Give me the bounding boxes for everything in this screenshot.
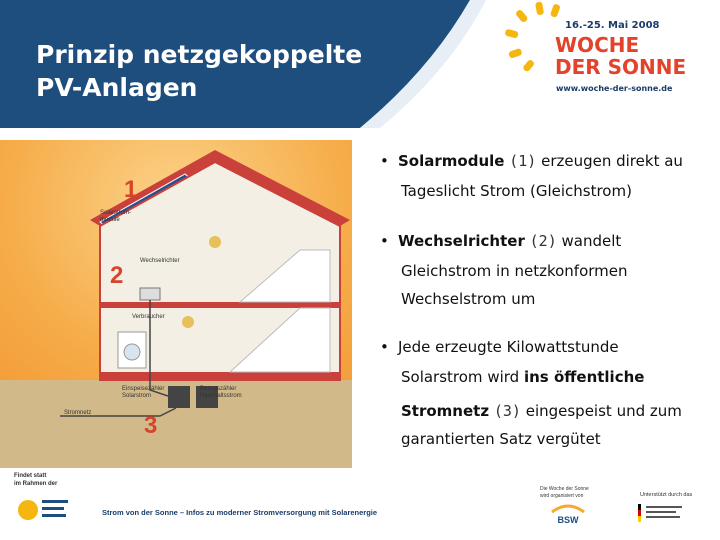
footer-left-line-2: im Rahmen der — [14, 481, 58, 487]
federal-ministry-logo-icon — [638, 502, 688, 526]
bullet-continuation — [401, 402, 682, 420]
floor-slab — [100, 302, 340, 308]
label-wechselrichter: Wechselrichter — [140, 258, 180, 264]
title-line-1: Prinzip netzgekoppelte — [36, 40, 363, 69]
bullet-item — [380, 152, 720, 170]
bsw-logo-icon — [548, 500, 588, 526]
bullet-dot-icon: • — [380, 152, 389, 170]
label-solarmodule: Solarstrom-module — [100, 210, 132, 223]
callout-3: 3 — [144, 412, 158, 439]
footer-organizer — [14, 472, 57, 488]
bullet-text: Jede erzeugte Kilowattstunde — [398, 338, 619, 356]
callout-1: 1 — [124, 176, 138, 203]
title-line-2: PV-Anlagen — [36, 73, 198, 102]
label-bezugszaehler: Bezugszähler Haushaltsstrom — [200, 386, 242, 399]
ground-slab — [100, 372, 340, 380]
footer-bmu-text: Unterstützt durch das — [640, 492, 693, 498]
bullet-number: (1) — [509, 152, 537, 170]
footer-bsw-line-1: Die Woche der Sonne — [540, 486, 589, 492]
bullet-text: erzeugen direkt au — [541, 152, 683, 170]
logo-name — [555, 34, 686, 78]
label-stromnetz: Stromnetz — [64, 410, 92, 416]
bullet-text: wandelt — [561, 232, 622, 250]
house-illustration — [0, 140, 352, 468]
logo-name-line-1: WOCHE — [555, 33, 640, 57]
bullet-item — [380, 338, 720, 356]
footer-caption: Strom von der Sonne – Infos zu moderner Stromversorgung mit Solarenergie — [102, 508, 378, 517]
bullet-term: ins öffentliche — [523, 368, 645, 386]
logo-name-line-2: DER SONNE — [555, 55, 687, 79]
label-verbraucher: Verbraucher — [132, 314, 165, 320]
bullet-dot-icon: • — [380, 338, 389, 356]
page-title — [36, 38, 456, 104]
bullet-term: Wechselrichter — [398, 232, 525, 250]
bullet-continuation: garantierten Satz vergütet — [401, 430, 601, 448]
logo-date: 16.-25. Mai 2008 — [565, 20, 660, 31]
bullet-text: Solarstrom wird — [401, 368, 520, 386]
bullet-continuation: Tageslicht Strom (Gleichstrom) — [401, 182, 632, 200]
bullet-continuation: Wechselstrom um — [401, 290, 536, 308]
bullet-term: Stromnetz — [401, 402, 490, 420]
lamp — [182, 316, 194, 328]
inverter — [140, 288, 160, 300]
bullet-text: eingespeist und zum — [525, 402, 682, 420]
footer-bsw-text — [540, 486, 589, 500]
bullet-number: (3) — [493, 402, 521, 420]
logo-url: www.woche-der-sonne.de — [556, 84, 673, 93]
european-solar-days-logo-icon — [14, 490, 74, 530]
label-einspeisezaehler: Einspeisezähler Solarstrom — [122, 386, 165, 399]
footer-bsw-line-2: wird organisiert von — [540, 493, 584, 499]
bullet-continuation: Gleichstrom in netzkonformen — [401, 262, 628, 280]
bullet-dot-icon: • — [380, 232, 389, 250]
callout-2: 2 — [110, 262, 124, 289]
bullet-continuation — [401, 368, 644, 386]
bsw-logo-text: BSW — [557, 515, 579, 525]
washing-machine-door — [124, 344, 140, 360]
lamp — [209, 236, 221, 248]
footer-left-line-1: Findet statt — [14, 473, 47, 479]
bullet-number: (2) — [529, 232, 557, 250]
bullet-term: Solarmodule — [398, 152, 505, 170]
bullet-item — [380, 232, 720, 250]
